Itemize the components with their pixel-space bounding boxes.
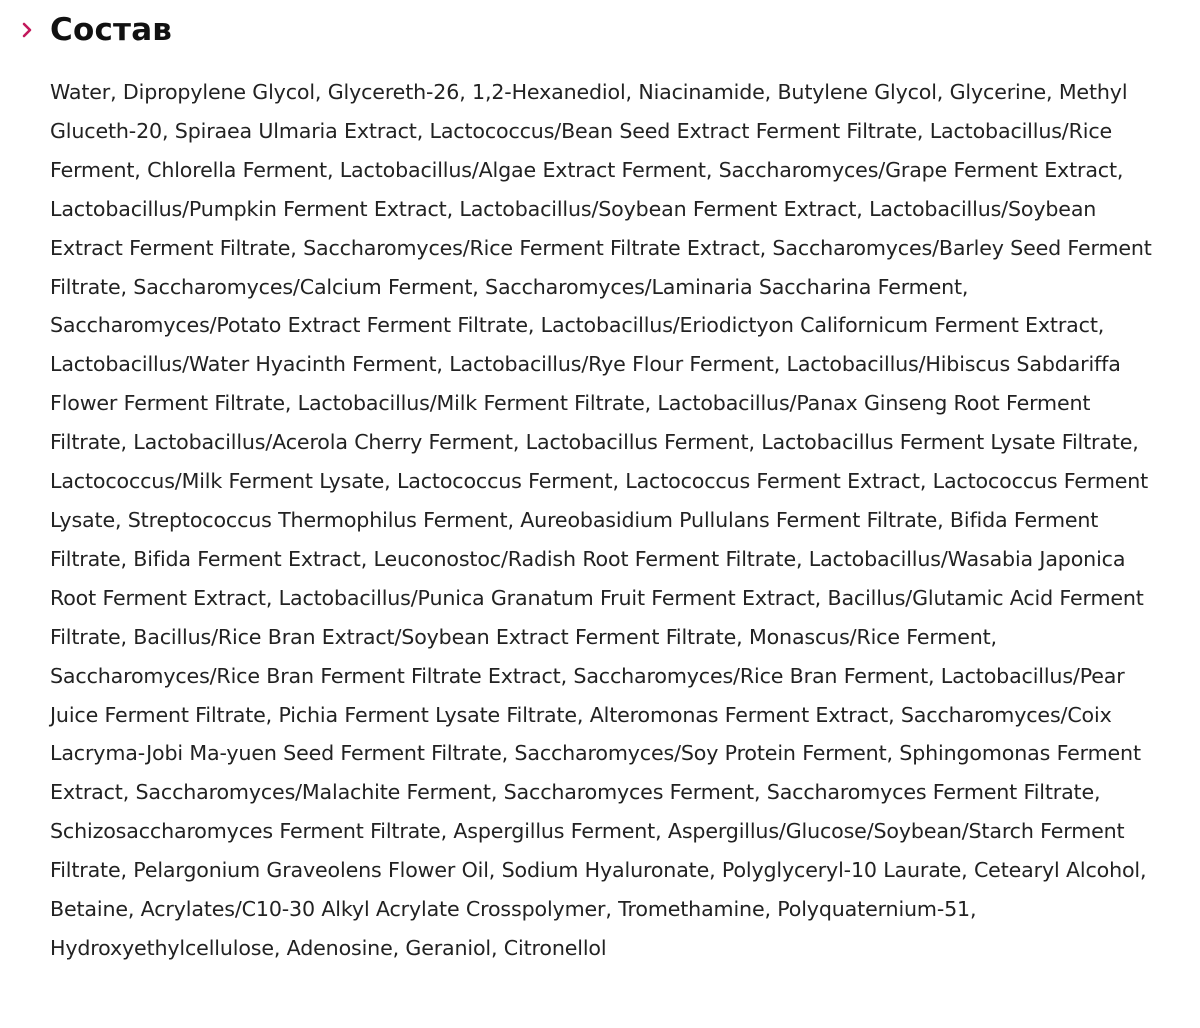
ingredients-list: Water, Dipropylene Glycol, Glycereth-26, 1,2-Hexanediol, Niacinamide, Butylene Glycol, Glycerine, Methyl Gluceth-20, Spiraea Ulmaria Extract, Lactococcus/Bean Seed Extract Ferment Filtrate, Lactobacillus/Rice Ferment, Chlorella Ferment, Lactobacillus/Algae Extract Ferment, Saccharomyces/Grape Ferment Extract, Lactobacillus/Pumpkin Ferment Extract, Lactobacillus/Soybean Ferment Extract, Lactobacillus/Soybean Extract Ferment Filtrate, Saccharomyces/Rice Ferment Filtrate Extract, Saccharomyces/Barley Seed Ferment Filtrate, Saccharomyces/Calcium Ferment, Saccharomyces/Laminaria Saccharina Ferment, Saccharomyces/Potato Extract Ferment Filtrate, Lactobacillus/Eriodictyon Californicum Ferment Extract, Lactobacillus/Water Hyacinth Ferment, Lactobacillus/Rye Flour Ferment, Lactobacillus/Hibiscus Sabdariffa Flower Ferment Filtrate, Lactobacillus/Milk Ferment Filtrate, Lactobacillus/Panax Ginseng Root Ferment Filtrate, Lactobacillus/Acerola Cherry Ferment, Lactobacillus Ferment, Lactobacillus Ferment Lysate Filtrate, Lactococcus/Milk Ferment Lysate, Lactococcus Ferment, Lactococcus Ferment Extract, Lactococcus Ferment Lysate, Streptococcus Thermophilus Ferment, Aureobasidium Pullulans Ferment Filtrate, Bifida Ferment Filtrate, Bifida Ferment Extract, Leuconostoc/Radish Root Ferment Filtrate, Lactobacillus/Wasabia Japonica Root Ferment Extract, Lactobacillus/Punica Granatum Fruit Ferment Extract, Bacillus/Glutamic Acid Ferment Filtrate, Bacillus/Rice Bran Extract/Soybean Extract Ferment Filtrate, Monascus/Rice Ferment, Saccharomyces/Rice Bran Ferment Filtrate Extract, Saccharomyces/Rice Bran Ferment, Lactobacillus/Pear Juice Ferment Filtrate, Pichia Ferment Lysate Filtrate, Alteromonas Ferment Extract, Saccharomyces/Coix Lacryma-Jobi Ma-yuen Seed Ferment Filtrate, Saccharomyces/Soy Protein Ferment, Sphingomonas Ferment Extract, Saccharomyces/Malachite Ferment, Saccharomyces Ferment, Saccharomyces Ferment Filtrate, Schizosaccharomyces Ferment Filtrate, Aspergillus Ferment, Aspergillus/Glucose/Soybean/Starch Ferment Filtrate, Pelargonium Graveolens Flower Oil, Sodium Hyaluronate, Polyglyceryl-10 Laurate, Cetearyl Alcohol, Betaine, Acrylates/C10-30 Alkyl Acrylate Crosspolymer, Tromethamine, Polyquaternium-51, Hydroxyethylcellulose, Adenosine, Geraniol, Citronellol: [50, 80, 1152, 960]
section-title: Состав: [50, 12, 173, 48]
chevron-right-icon[interactable]: [18, 21, 36, 39]
composition-header[interactable]: [18, 8, 172, 52]
